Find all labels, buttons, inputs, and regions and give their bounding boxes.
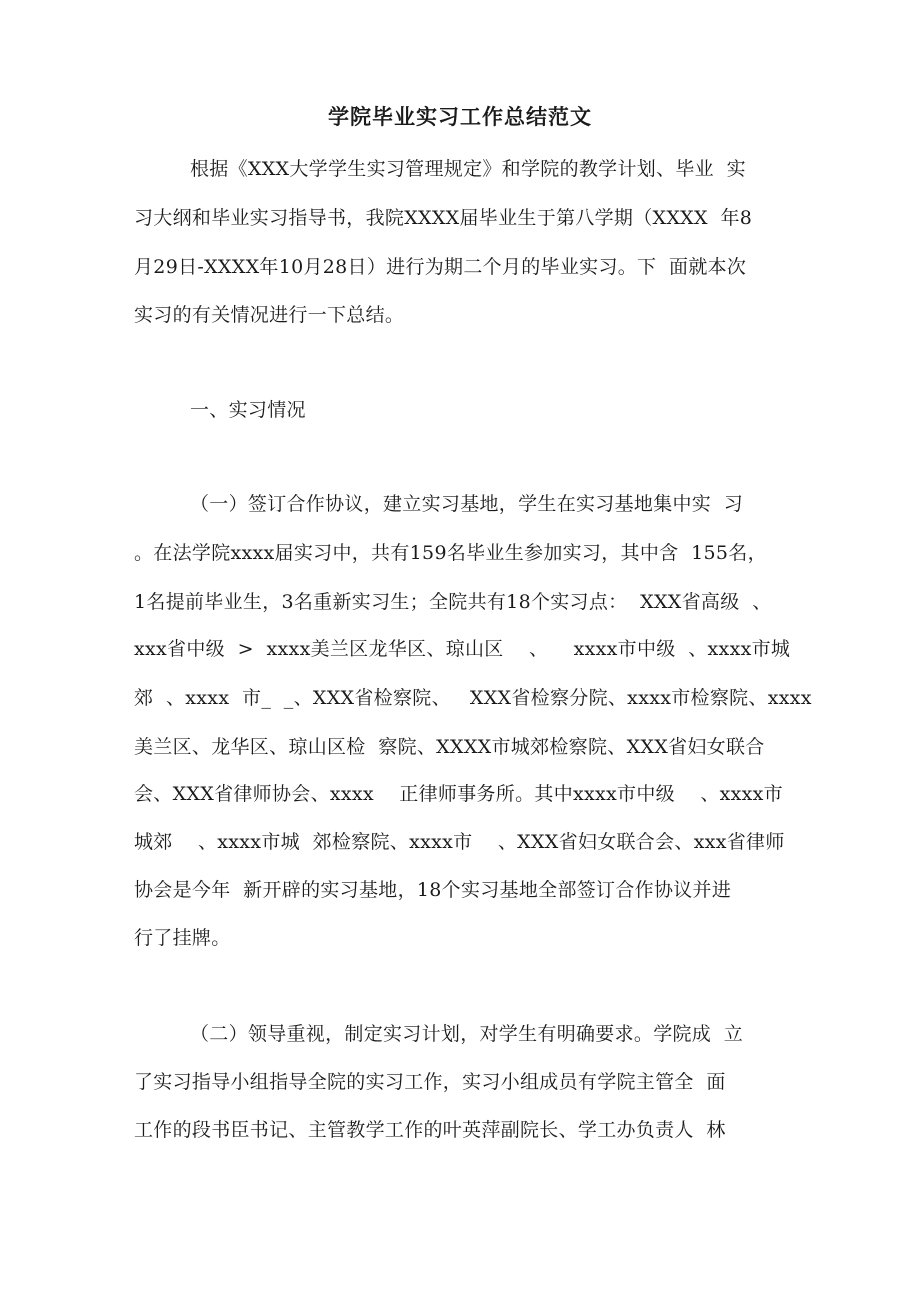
para2-line-2: 了实习指导小组指导全院的实习工作，实习小组成员有学院主管全 面 [134,1071,726,1093]
para1-line-9: 协会是今年 新开辟的实习基地，18个实习基地全部签订合作协议并进 [134,879,732,901]
intro-line-2: 习大纲和毕业实习指导书，我院XXXX届毕业生于第八学期（XXXX 年8 [134,207,753,229]
para1-line-7: 会、XXX省律师协会、xxxx 正律师事务所。其中xxxx市中级 、xxxx市 [134,783,783,805]
para1-line-2: 。在法学院xxxx届实习中，共有159名毕业生参加实习，其中含 155名， [134,542,767,564]
section-1-heading: 一、实习情况 [190,399,306,421]
intro-line-4: 实习的有关情况进行一下总结。 [134,304,405,326]
para2-line-1: （二）领导重视，制定实习计划，对学生有明确要求。学院成 立 [190,1023,744,1045]
document-title: 学院毕业实习工作总结范文 [328,105,592,129]
para1-line-5: 郊 、xxxx 市_ _、XXX省检察院、 XXX省检察分院、xxxx市检察院、xxxx [134,687,812,709]
para1-line-1: （一）签订合作协议，建立实习基地，学生在实习基地集中实 习 [190,493,744,515]
intro-line-3: 月29日-XXXX年10月28日）进行为期二个月的毕业实习。下 面就本次 [134,256,747,278]
para1-line-10: 行了挂牌。 [134,927,231,949]
para1-line-3: 1名提前毕业生，3名重新实习生；全院共有18个实习点： XXX省高级 、 [134,591,772,613]
para1-line-4: xxx省中级 > xxxx美兰区龙华区、琼山区 、 xxxx市中级 、xxxx市城 [134,638,791,660]
para1-line-8: 城郊 、xxxx市城 郊检察院、xxxx市 、XXX省妇女联合会、xxx省律师 [134,831,785,853]
para1-line-6: 美兰区、龙华区、琼山区检 察院、XXXX市城郊检察院、XXX省妇女联合 [134,736,765,758]
intro-line-1: 根据《XXX大学学生实习管理规定》和学院的教学计划、毕业 实 [190,158,746,180]
para2-line-3: 工作的段书臣书记、主管教学工作的叶英萍副院长、学工办负责人 林 [134,1119,726,1141]
